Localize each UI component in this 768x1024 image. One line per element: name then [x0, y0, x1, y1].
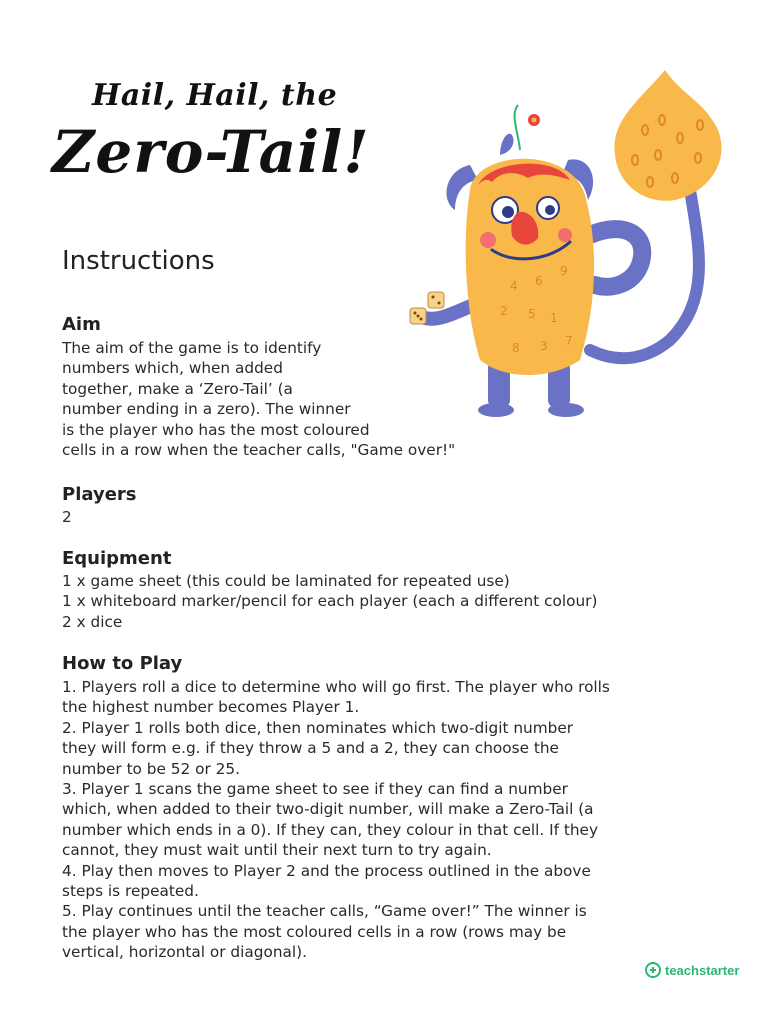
how-to-play-line: they will form e.g. if they throw a 5 and a 2, they can choose the	[62, 739, 559, 758]
players-line: 2	[62, 508, 72, 526]
svg-text:8: 8	[512, 341, 520, 355]
how-to-play-line: vertical, horizontal or diagonal).	[62, 943, 307, 962]
how-to-play-line: number which ends in a 0). If they can, they colour in that cell. If they	[62, 820, 599, 839]
aim-line: together, make a ‘Zero-Tail’ (a	[62, 379, 293, 398]
how-to-play-line: 5. Play continues until the teacher calls, “Game over!” The winner is	[62, 902, 587, 921]
zero-tail-monster-illustration	[400, 60, 740, 430]
equipment-text	[62, 571, 597, 632]
teachstarter-logo	[645, 962, 739, 978]
svg-text:5: 5	[528, 307, 536, 321]
title-line-1: Hail, Hail, the	[92, 78, 338, 113]
svg-text:9: 9	[560, 264, 568, 278]
svg-text:2: 2	[500, 304, 508, 318]
how-to-play-line: the player who has the most coloured cells in a row (rows may be	[62, 922, 567, 941]
svg-text:7: 7	[565, 334, 573, 348]
svg-text:1: 1	[550, 311, 558, 325]
svg-text:4: 4	[510, 279, 518, 293]
aim-text	[62, 338, 455, 460]
players-text	[62, 507, 72, 527]
how-to-play-heading: How to Play	[62, 653, 183, 674]
equipment-line: 1 x game sheet (this could be laminated for repeated use)	[62, 572, 510, 590]
how-to-play-line: 4. Play then moves to Player 2 and the process outlined in the above	[62, 861, 591, 880]
equipment-line: 1 x whiteboard marker/pencil for each player (each a different colour)	[62, 592, 598, 611]
equipment-line: 2 x dice	[62, 612, 123, 631]
aim-line: cells in a row when the teacher calls, "Game over!"	[62, 441, 456, 460]
how-to-play-line: cannot, they must wait until their next turn to try again.	[62, 841, 492, 860]
brand-name: teachstarter	[665, 962, 740, 978]
how-to-play-line: 1. Players roll a dice to determine who will go first. The player who rolls	[62, 678, 610, 696]
aim-line: The aim of the game is to identify	[62, 339, 322, 357]
svg-text:3: 3	[540, 339, 548, 353]
aim-line: number ending in a zero). The winner	[62, 400, 351, 419]
how-to-play-line: steps is repeated.	[62, 882, 199, 901]
how-to-play-line: which, when added to their two-digit number, will make a Zero-Tail (a	[62, 800, 594, 819]
aim-line: is the player who has the most coloured	[62, 420, 370, 439]
how-to-play-line: the highest number becomes Player 1.	[62, 698, 360, 717]
how-to-play-line: number to be 52 or 25.	[62, 759, 240, 778]
page-heading: Instructions	[62, 246, 215, 276]
title-line-2: Zero-Tail!	[52, 118, 370, 186]
teachstarter-logo-icon	[645, 962, 661, 978]
how-to-play-text	[62, 677, 610, 963]
how-to-play-line: 2. Player 1 rolls both dice, then nominates which two-digit number	[62, 718, 574, 737]
aim-heading: Aim	[62, 314, 101, 335]
equipment-heading: Equipment	[62, 548, 172, 569]
how-to-play-line: 3. Player 1 scans the game sheet to see if they can find a number	[62, 780, 568, 799]
players-heading: Players	[62, 484, 137, 505]
aim-line: numbers which, when added	[62, 359, 283, 378]
svg-text:6: 6	[535, 274, 543, 288]
